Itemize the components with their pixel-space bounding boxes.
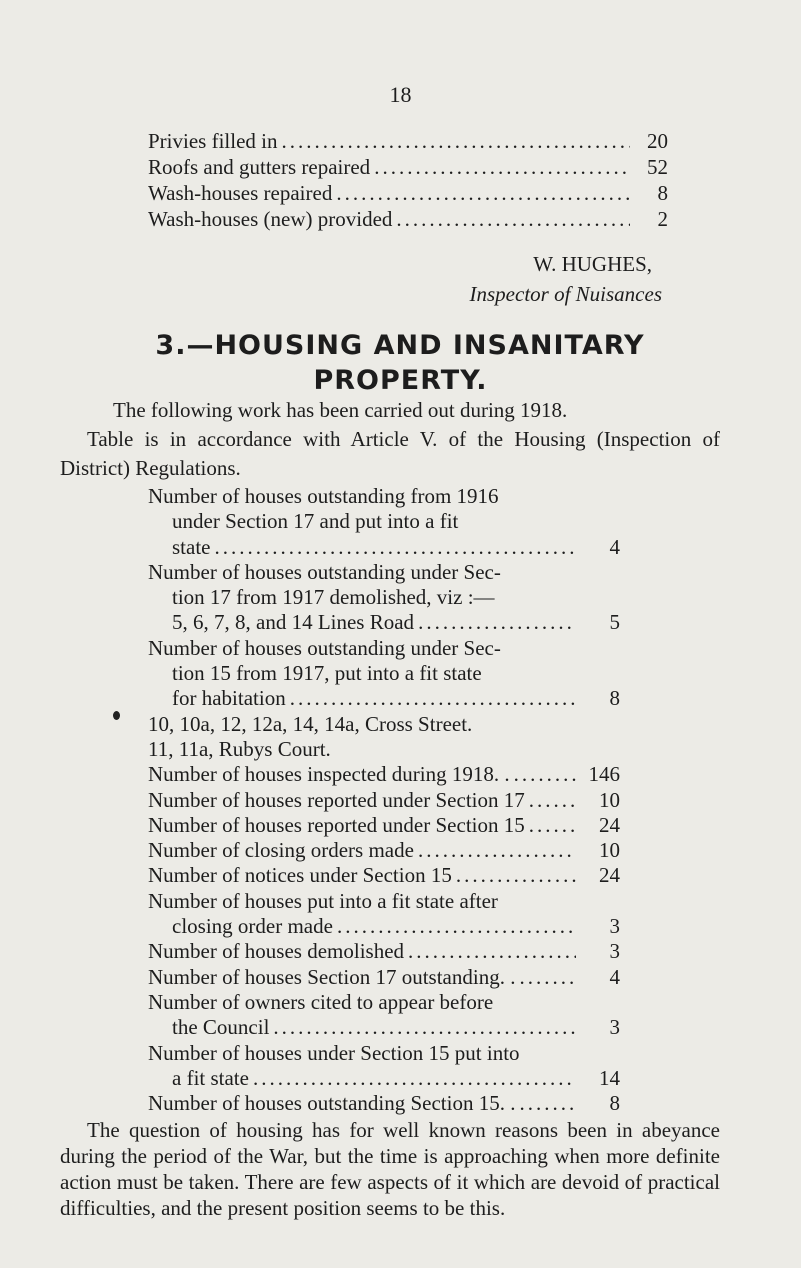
- item-label: Wash-houses repaired: [148, 181, 333, 205]
- list-item: [148, 180, 668, 206]
- row-label: Number of houses reported under Section 15: [148, 812, 525, 837]
- signature-title: Inspector of Nuisances: [469, 282, 662, 306]
- row-label: tion 15 from 1917, put into a fit state: [172, 661, 482, 686]
- row-value: 24: [599, 812, 620, 837]
- table-row: [148, 914, 620, 939]
- row-label: Number of houses demolished: [148, 939, 405, 964]
- list-item: [148, 206, 668, 232]
- row-value: 4: [609, 534, 620, 559]
- row-value: 3: [609, 914, 620, 939]
- section-heading-cont: PROPERTY.: [313, 365, 488, 396]
- row-label: Number of houses outstanding from 1916: [148, 484, 499, 508]
- row-value: 8: [609, 686, 620, 711]
- table-row: [148, 838, 620, 863]
- table-row: [148, 863, 620, 888]
- row-label: Number of owners cited to appear before: [148, 989, 494, 1014]
- row-label: Number of houses outstanding under Sec-: [148, 635, 501, 660]
- table-row: [148, 535, 620, 560]
- item-value: 2: [657, 207, 668, 231]
- row-label: the Council: [172, 1015, 270, 1040]
- list-item: [148, 128, 668, 154]
- row-value: 3: [609, 1015, 620, 1040]
- row-label: Number of houses put into a fit state after: [148, 888, 498, 913]
- item-label: Roofs and gutters repaired: [148, 155, 371, 179]
- table-row: [148, 813, 620, 838]
- row-value: 8: [609, 1091, 620, 1116]
- table-row: [148, 737, 620, 762]
- table-row: [148, 560, 620, 585]
- regulations-paragraph: Table is in accordance with Article V. of the Housing (Inspection of District) Regulations.: [60, 427, 720, 480]
- row-value: 10: [599, 787, 620, 812]
- list-item: [148, 154, 668, 180]
- item-value: 52: [647, 155, 668, 179]
- table-row: [148, 762, 620, 787]
- row-label: 10, 10a, 12, 12a, 14, 14a, Cross Street.: [148, 711, 473, 736]
- row-label: Number of houses reported under Section 17: [148, 787, 525, 812]
- table-row: [148, 889, 620, 914]
- row-label: state: [172, 534, 211, 559]
- item-label: Privies filled in: [148, 129, 278, 153]
- table-row: [148, 1041, 620, 1066]
- table-row: [148, 661, 620, 686]
- row-value: 4: [609, 964, 620, 989]
- row-label: Number of houses outstanding under Sec-: [148, 559, 501, 584]
- table-row: [148, 610, 620, 635]
- section-heading: 3.—HOUSING AND INSANITARY: [155, 330, 645, 361]
- row-label: for habitation: [172, 686, 286, 711]
- table-row: [148, 636, 620, 661]
- signature-name: W. HUGHES,: [533, 252, 652, 276]
- item-value: 20: [647, 129, 668, 153]
- row-value: 5: [609, 610, 620, 635]
- table-row: [148, 788, 620, 813]
- table-row: [148, 585, 620, 610]
- row-label: Number of houses outstanding Section 15. .: [148, 1091, 516, 1116]
- table-row: [148, 686, 620, 711]
- table-row: [148, 712, 620, 737]
- row-label: Number of houses inspected during 1918. .: [148, 762, 510, 787]
- row-label: a fit state: [172, 1065, 249, 1090]
- row-label: 5, 6, 7, 8, and 14 Lines Road: [172, 610, 415, 635]
- row-label: Number of houses under Section 15 put into: [148, 1040, 520, 1065]
- table-row: [148, 1066, 620, 1091]
- row-value: 10: [599, 838, 620, 863]
- nuisance-work-list: [148, 128, 668, 232]
- item-value: 8: [657, 181, 668, 205]
- table-row: [148, 1091, 620, 1116]
- table-row: [148, 1015, 620, 1040]
- row-value: 3: [609, 939, 620, 964]
- row-label: Number of houses Section 17 outstanding. .: [148, 964, 516, 989]
- table-row: [148, 965, 620, 990]
- intro-paragraph: The following work has been carried out during 1918.: [113, 398, 568, 422]
- page-number: 18: [389, 82, 412, 107]
- row-label: tion 17 from 1917 demolished, viz :—: [172, 585, 495, 610]
- bullet-mark: [113, 711, 120, 720]
- table-row: [148, 509, 620, 534]
- item-label: Wash-houses (new) provided: [148, 207, 393, 231]
- housing-statistics-list: [148, 484, 620, 1116]
- row-label: 11, 11a, Rubys Court.: [148, 736, 331, 761]
- table-row: [148, 484, 620, 509]
- row-value: 24: [599, 863, 620, 888]
- table-row: [148, 939, 620, 964]
- table-row: [148, 990, 620, 1015]
- row-value: 146: [588, 762, 620, 787]
- row-label: Number of closing orders made: [148, 838, 414, 863]
- row-value: 14: [599, 1065, 620, 1090]
- closing-paragraph: The question of housing has for well known reasons been in abeyance during the period of the War, but the time is approaching when more definite action must be taken. There are few aspects of it which are devoid of practical difficulties, and the present position seems to be this.: [60, 1118, 720, 1220]
- row-label: under Section 17 and put into a fit: [172, 509, 459, 534]
- row-label: Number of notices under Section 15: [148, 863, 452, 888]
- row-label: closing order made: [172, 914, 333, 939]
